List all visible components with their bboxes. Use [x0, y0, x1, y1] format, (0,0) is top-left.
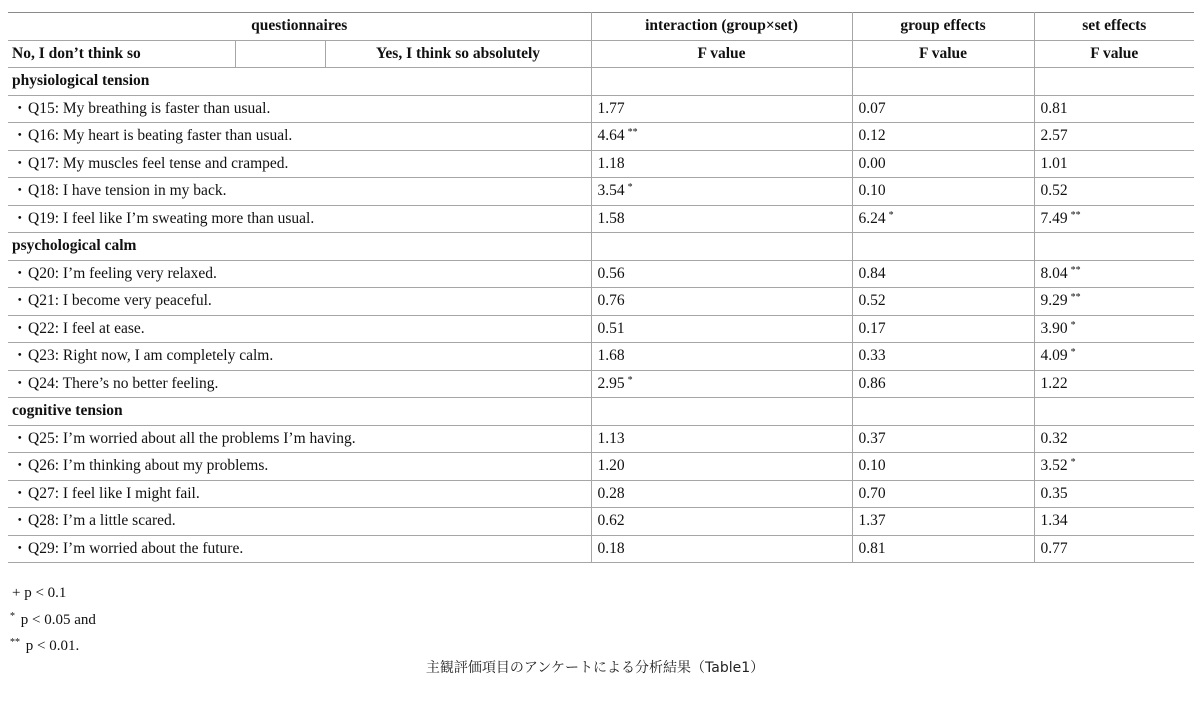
table-row — [8, 343, 1194, 371]
table-row — [8, 535, 1194, 563]
f-value: 1.01 — [1040, 154, 1068, 172]
table-row — [8, 178, 1194, 206]
significance-mark: * — [627, 182, 633, 194]
table-row — [8, 123, 1194, 151]
question-text: Q28: I’m a little scared. — [28, 512, 176, 530]
set-value-cell — [1034, 508, 1194, 536]
header-group-effects: group effects — [852, 13, 1034, 41]
f-value: 0.37 — [858, 429, 886, 447]
note-line — [10, 607, 96, 634]
f-value: 0.07 — [858, 99, 886, 117]
question-text: Q25: I’m worried about all the problems I’m having. — [28, 429, 356, 447]
set-value-cell — [1034, 480, 1194, 508]
f-value: 0.81 — [858, 539, 886, 557]
question-cell — [8, 123, 591, 151]
f-value: 1.18 — [597, 154, 625, 172]
table-row — [8, 425, 1194, 453]
section-title: physiological tension — [8, 68, 591, 96]
results-table — [8, 12, 1194, 563]
f-value: 8.04 — [1040, 264, 1068, 282]
question-cell — [8, 480, 591, 508]
table-row — [8, 260, 1194, 288]
f-value: 1.68 — [597, 347, 625, 365]
question-cell — [8, 343, 591, 371]
f-value: 6.24 — [858, 209, 886, 227]
question-text: Q21: I become very peaceful. — [28, 292, 212, 310]
results-table-container — [8, 12, 1194, 563]
f-value: 1.37 — [858, 512, 886, 530]
significance-notes — [10, 580, 96, 660]
group-value-cell — [852, 95, 1034, 123]
significance-mark: ** — [627, 127, 638, 139]
interaction-fvalue-header: F value — [591, 40, 852, 68]
table-caption: 主観評価項目のアンケートによる分析結果（Table1） — [425, 660, 765, 676]
f-value: 1.77 — [597, 99, 625, 117]
f-value: 0.86 — [858, 374, 886, 392]
f-value: 9.29 — [1040, 292, 1068, 310]
header-set-effects: set effects — [1082, 17, 1147, 35]
group-value-cell — [852, 535, 1034, 563]
interaction-value-cell — [591, 205, 852, 233]
f-value: 0.81 — [1040, 99, 1068, 117]
group-value-cell — [852, 370, 1034, 398]
group-value-cell — [852, 315, 1034, 343]
table-row — [8, 288, 1194, 316]
group-value-cell — [852, 260, 1034, 288]
bullet-mark: ・ — [12, 512, 28, 530]
f-value: 0.51 — [597, 319, 625, 337]
section-title: cognitive tension — [8, 398, 591, 426]
note-text: + p < 0.1 — [12, 585, 67, 601]
table-row — [8, 508, 1194, 536]
f-value: 1.20 — [597, 457, 625, 475]
interaction-value-cell — [591, 260, 852, 288]
set-value-cell — [1034, 205, 1194, 233]
f-value: 0.32 — [1040, 429, 1068, 447]
interaction-value-cell — [591, 178, 852, 206]
f-value: 1.22 — [1040, 374, 1068, 392]
question-cell — [8, 535, 591, 563]
note-text: p < 0.01. — [22, 638, 80, 654]
set-value-cell — [1034, 260, 1194, 288]
f-value: 2.95 — [597, 374, 625, 392]
empty-cell — [852, 398, 1034, 426]
empty-cell — [852, 68, 1034, 96]
significance-mark: * — [888, 209, 894, 221]
set-value-cell — [1034, 315, 1194, 343]
bullet-mark: ・ — [12, 374, 28, 392]
section-row — [8, 398, 1194, 426]
interaction-value-cell — [591, 343, 852, 371]
question-text: Q24: There’s no better feeling. — [28, 374, 219, 392]
bullet-mark: ・ — [12, 347, 28, 365]
question-cell — [8, 508, 591, 536]
set-value-cell — [1034, 425, 1194, 453]
f-value: 0.84 — [858, 264, 886, 282]
significance-mark: ** — [1070, 209, 1081, 221]
question-cell — [8, 288, 591, 316]
empty-cell — [591, 68, 852, 96]
interaction-value-cell — [591, 508, 852, 536]
significance-mark: ** — [1070, 264, 1081, 276]
interaction-value-cell — [591, 288, 852, 316]
group-value-cell — [852, 205, 1034, 233]
table-row — [8, 315, 1194, 343]
set-value-cell — [1034, 453, 1194, 481]
question-text: Q20: I’m feeling very relaxed. — [28, 264, 217, 282]
significance-mark: * — [1070, 319, 1076, 331]
f-value: 4.64 — [597, 127, 625, 145]
question-text: Q22: I feel at ease. — [28, 319, 145, 337]
scale-high-label: Yes, I think so absolutely — [325, 40, 591, 68]
bullet-mark: ・ — [12, 457, 28, 475]
empty-cell — [852, 233, 1034, 261]
section-row — [8, 68, 1194, 96]
f-value: 4.09 — [1040, 347, 1068, 365]
bullet-mark: ・ — [12, 127, 28, 145]
f-value: 3.54 — [597, 182, 625, 200]
f-value: 0.10 — [858, 457, 886, 475]
question-cell — [8, 370, 591, 398]
bullet-mark: ・ — [12, 429, 28, 447]
group-value-cell — [852, 508, 1034, 536]
group-value-cell — [852, 480, 1034, 508]
f-value: 0.33 — [858, 347, 886, 365]
group-value-cell — [852, 343, 1034, 371]
bullet-mark: ・ — [12, 484, 28, 502]
significance-mark: ** — [1070, 292, 1081, 304]
f-value: 0.28 — [597, 484, 625, 502]
question-text: Q19: I feel like I’m sweating more than usual. — [28, 209, 315, 227]
question-cell — [8, 150, 591, 178]
interaction-value-cell — [591, 425, 852, 453]
f-value: 0.12 — [858, 127, 886, 145]
interaction-value-cell — [591, 123, 852, 151]
group-value-cell — [852, 178, 1034, 206]
interaction-value-cell — [591, 535, 852, 563]
f-value: 0.00 — [858, 154, 886, 172]
significance-mark: * — [627, 374, 633, 386]
question-text: Q23: Right now, I am completely calm. — [28, 347, 274, 365]
f-value: 3.90 — [1040, 319, 1068, 337]
scale-middle-cell — [235, 40, 325, 68]
f-value: 0.56 — [597, 264, 625, 282]
f-value: 0.18 — [597, 539, 625, 557]
table-row — [8, 453, 1194, 481]
f-value: 0.10 — [858, 182, 886, 200]
f-value: 3.52 — [1040, 457, 1068, 475]
group-value-cell — [852, 425, 1034, 453]
set-value-cell — [1034, 123, 1194, 151]
note-line — [10, 633, 96, 660]
set-value-cell — [1034, 343, 1194, 371]
f-value: 1.34 — [1040, 512, 1068, 530]
table-row — [8, 480, 1194, 508]
note-line — [10, 580, 96, 607]
header-row-groups — [8, 13, 1194, 41]
table-row — [8, 205, 1194, 233]
scale-low-label: No, I don’t think so — [8, 40, 235, 68]
question-text: Q18: I have tension in my back. — [28, 182, 227, 200]
set-value-cell — [1034, 535, 1194, 563]
question-cell — [8, 425, 591, 453]
bullet-mark: ・ — [12, 209, 28, 227]
bullet-mark: ・ — [12, 319, 28, 337]
set-fvalue-header: F value — [1090, 44, 1139, 62]
empty-cell — [591, 233, 852, 261]
question-text: Q27: I feel like I might fail. — [28, 484, 200, 502]
f-value: 0.35 — [1040, 484, 1068, 502]
header-questionnaires: questionnaires — [8, 13, 591, 41]
note-mark: * — [10, 610, 15, 622]
bullet-mark: ・ — [12, 182, 28, 200]
significance-mark: * — [1070, 457, 1076, 469]
set-value-cell — [1034, 178, 1194, 206]
bullet-mark: ・ — [12, 154, 28, 172]
interaction-value-cell — [591, 315, 852, 343]
f-value: 0.52 — [858, 292, 886, 310]
question-text: Q15: My breathing is faster than usual. — [28, 99, 271, 117]
question-cell — [8, 453, 591, 481]
header-interaction: interaction (group×set) — [591, 13, 852, 41]
bullet-mark: ・ — [12, 292, 28, 310]
interaction-value-cell — [591, 150, 852, 178]
question-cell — [8, 260, 591, 288]
group-fvalue-header: F value — [852, 40, 1034, 68]
group-value-cell — [852, 288, 1034, 316]
section-title: psychological calm — [8, 233, 591, 261]
question-cell — [8, 205, 591, 233]
group-value-cell — [852, 123, 1034, 151]
table-row — [8, 370, 1194, 398]
f-value: 0.70 — [858, 484, 886, 502]
bullet-mark: ・ — [12, 264, 28, 282]
set-value-cell — [1034, 95, 1194, 123]
set-value-cell — [1034, 288, 1194, 316]
question-cell — [8, 95, 591, 123]
header-row-scale — [8, 40, 1194, 68]
question-text: Q16: My heart is beating faster than usual. — [28, 127, 293, 145]
f-value: 0.62 — [597, 512, 625, 530]
empty-cell — [1034, 68, 1194, 96]
empty-cell — [591, 398, 852, 426]
interaction-value-cell — [591, 453, 852, 481]
section-row — [8, 233, 1194, 261]
interaction-value-cell — [591, 370, 852, 398]
question-cell — [8, 315, 591, 343]
note-text: p < 0.05 and — [17, 611, 96, 628]
empty-cell — [1034, 398, 1194, 426]
significance-mark: * — [1070, 347, 1076, 359]
f-value: 0.77 — [1040, 539, 1068, 557]
set-value-cell — [1034, 370, 1194, 398]
f-value: 0.76 — [597, 292, 625, 310]
f-value: 0.52 — [1040, 182, 1068, 200]
question-cell — [8, 178, 591, 206]
table-row — [8, 95, 1194, 123]
interaction-value-cell — [591, 95, 852, 123]
note-mark: ** — [10, 637, 20, 648]
set-value-cell — [1034, 150, 1194, 178]
table-row — [8, 150, 1194, 178]
f-value: 1.58 — [597, 209, 625, 227]
f-value: 2.57 — [1040, 127, 1068, 145]
group-value-cell — [852, 453, 1034, 481]
question-text: Q17: My muscles feel tense and cramped. — [28, 154, 289, 172]
bullet-mark: ・ — [12, 99, 28, 117]
question-text: Q29: I’m worried about the future. — [28, 539, 244, 557]
f-value: 1.13 — [597, 429, 625, 447]
question-text: Q26: I’m thinking about my problems. — [28, 457, 269, 475]
table-body — [8, 68, 1194, 563]
group-value-cell — [852, 150, 1034, 178]
f-value: 7.49 — [1040, 209, 1068, 227]
interaction-value-cell — [591, 480, 852, 508]
bullet-mark: ・ — [12, 539, 28, 557]
empty-cell — [1034, 233, 1194, 261]
f-value: 0.17 — [858, 319, 886, 337]
